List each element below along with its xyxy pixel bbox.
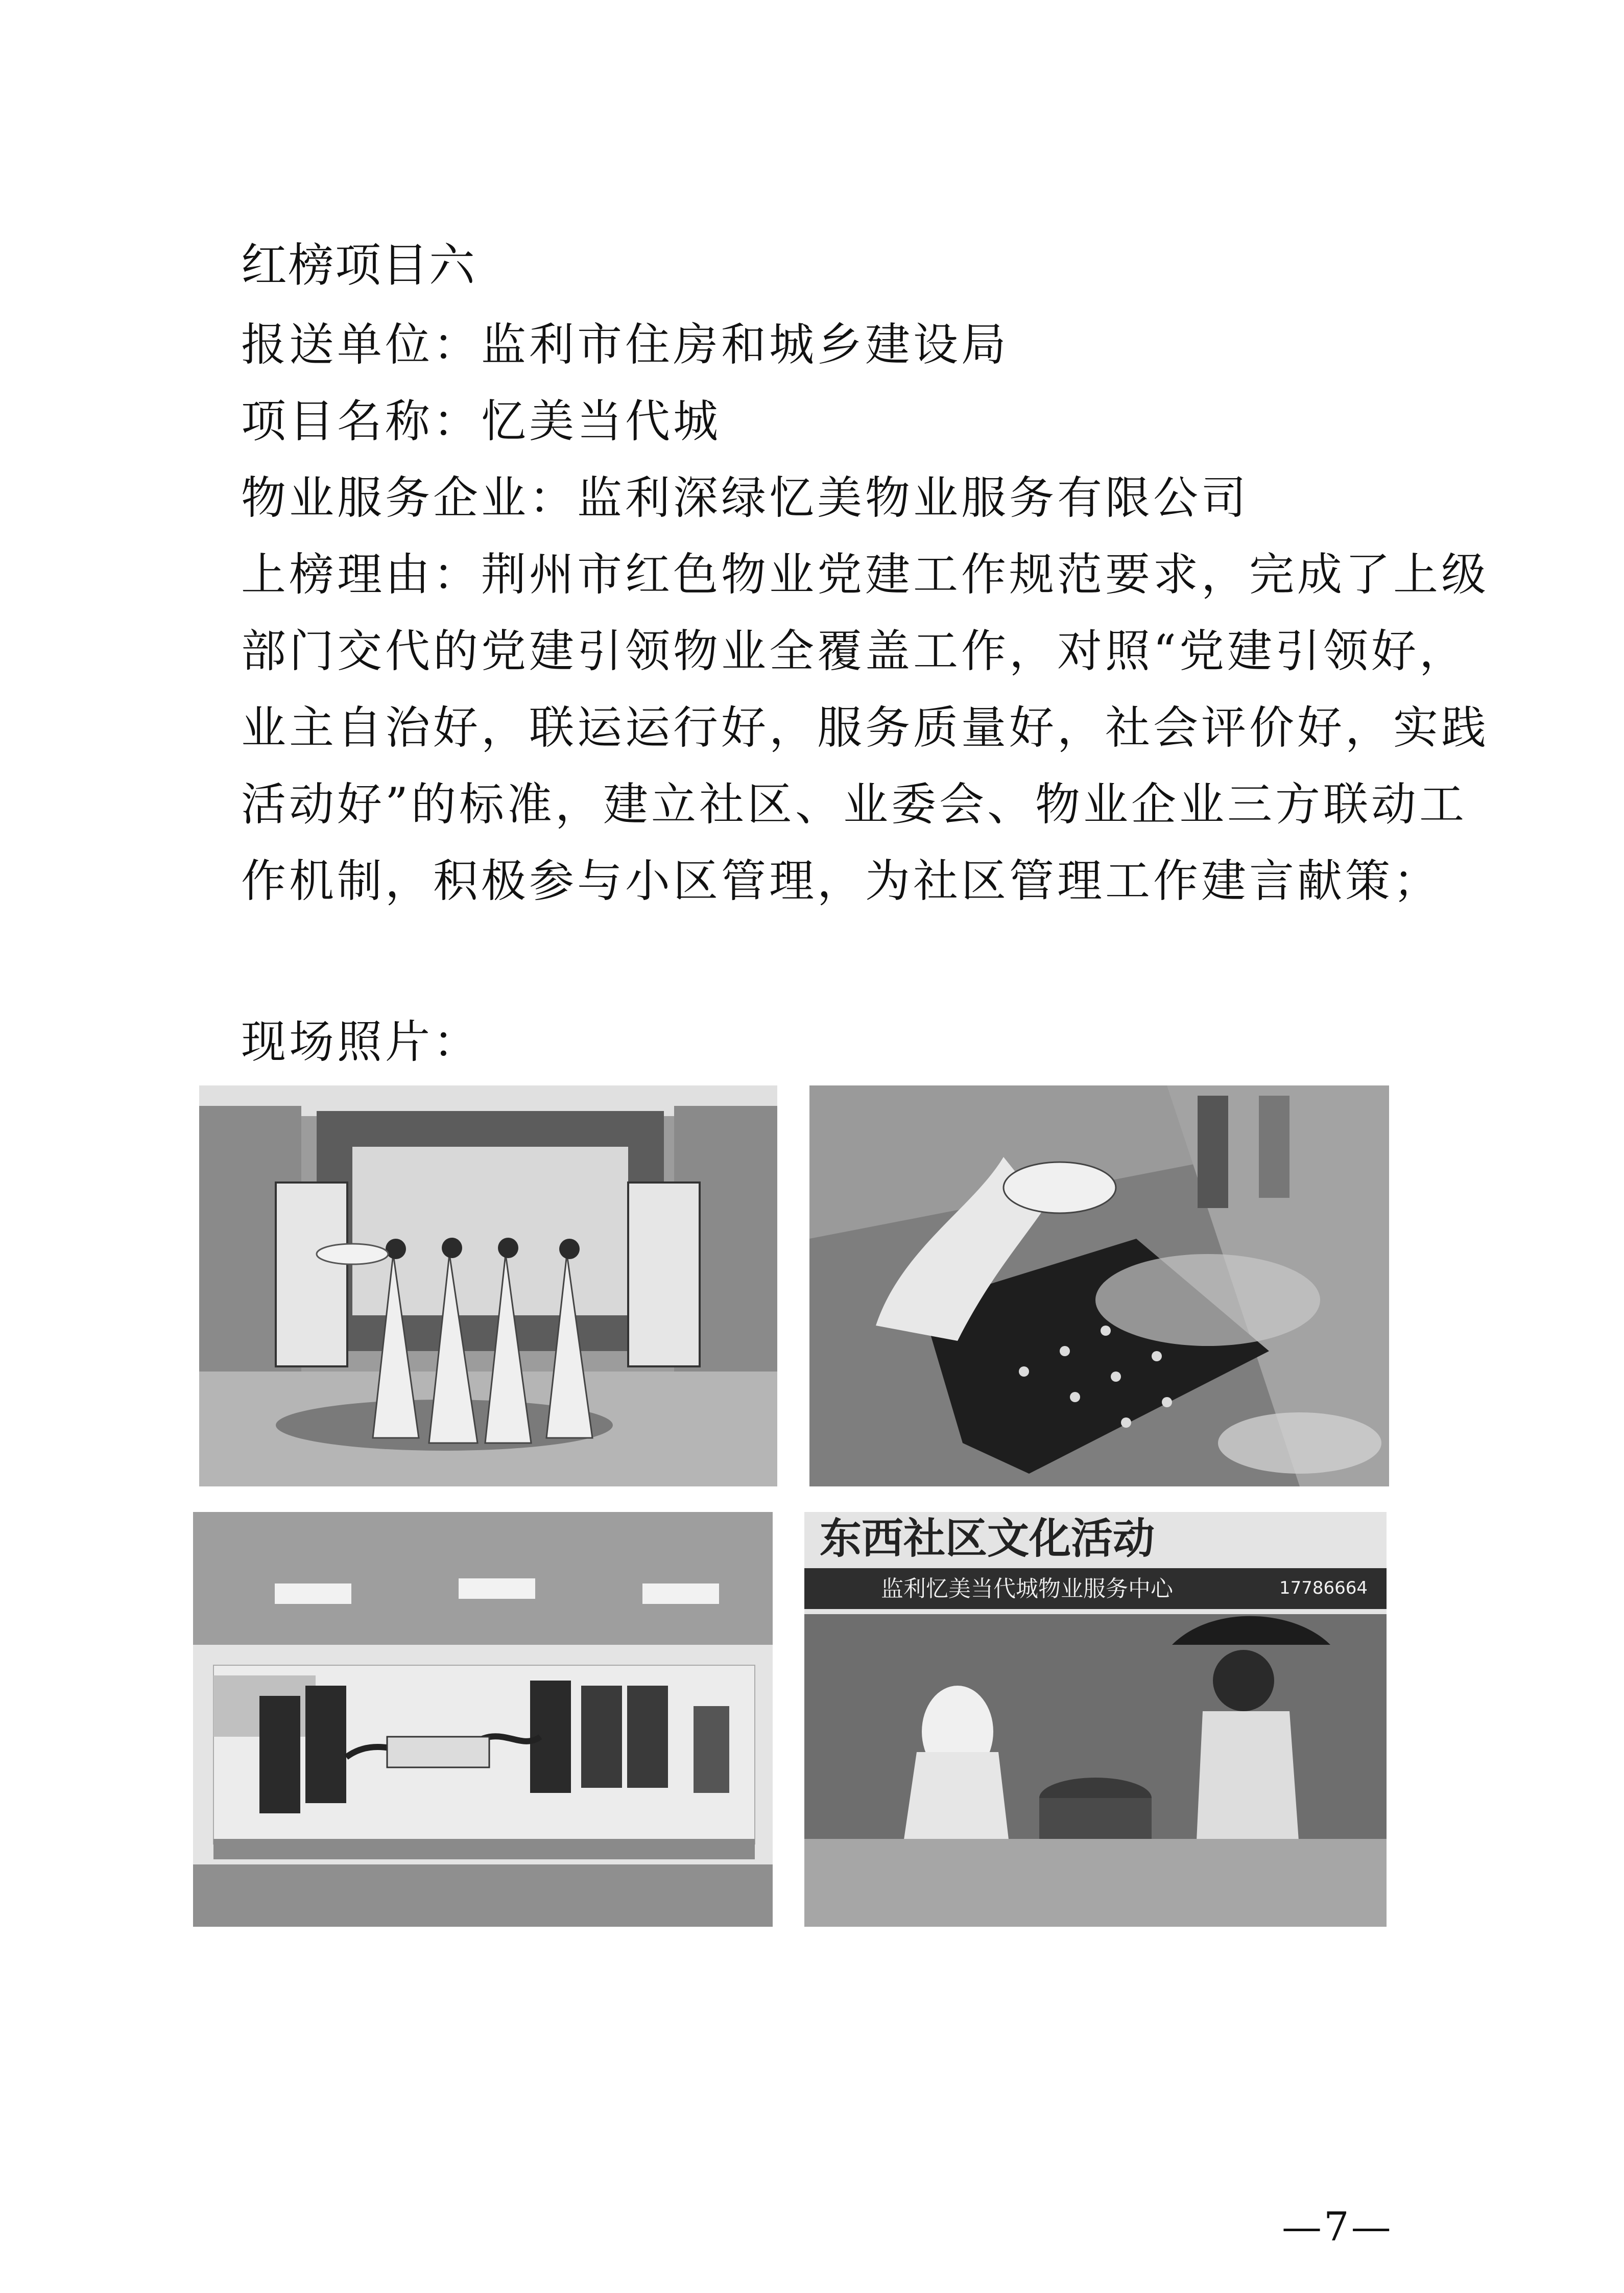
page-number: —7— bbox=[1282, 2204, 1393, 2250]
photo-carpet-washing bbox=[809, 1085, 1389, 1486]
reason-line: 业主自治好，联运运行好，服务质量好，社会评价好，实践 bbox=[241, 701, 1490, 754]
banner-phone: 17786664 bbox=[1279, 1578, 1368, 1598]
photo-community-activity bbox=[804, 1512, 1387, 1927]
reason-line: 活动好”的标准，建立社区、业委会、物业企业三方联动工 bbox=[241, 778, 1467, 831]
banner-title: 东西社区文化活动 bbox=[820, 1515, 1155, 1563]
section-heading: 红榜项目六 bbox=[241, 239, 476, 292]
photo-community-gate bbox=[199, 1085, 777, 1486]
reason-line: 部门交代的党建引领物业全覆盖工作，对照“党建引领好， bbox=[241, 625, 1467, 677]
field-property-company: 物业服务企业：监利深绿忆美物业服务有限公司 bbox=[241, 471, 1250, 524]
field-reporting-unit: 报送单位：监利市住房和城乡建设局 bbox=[241, 318, 1010, 371]
reason-line: 作机制，积极参与小区管理，为社区管理工作建言献策； bbox=[241, 855, 1442, 907]
photo-party-building-wall bbox=[193, 1512, 773, 1927]
banner-subtitle: 监利忆美当代城物业服务中心 bbox=[881, 1576, 1173, 1602]
reason-line: 上榜理由：荆州市红色物业党建工作规范要求，完成了上级 bbox=[241, 548, 1490, 601]
field-project-name: 项目名称：忆美当代城 bbox=[241, 395, 722, 447]
photos-label: 现场照片： bbox=[241, 1015, 482, 1068]
